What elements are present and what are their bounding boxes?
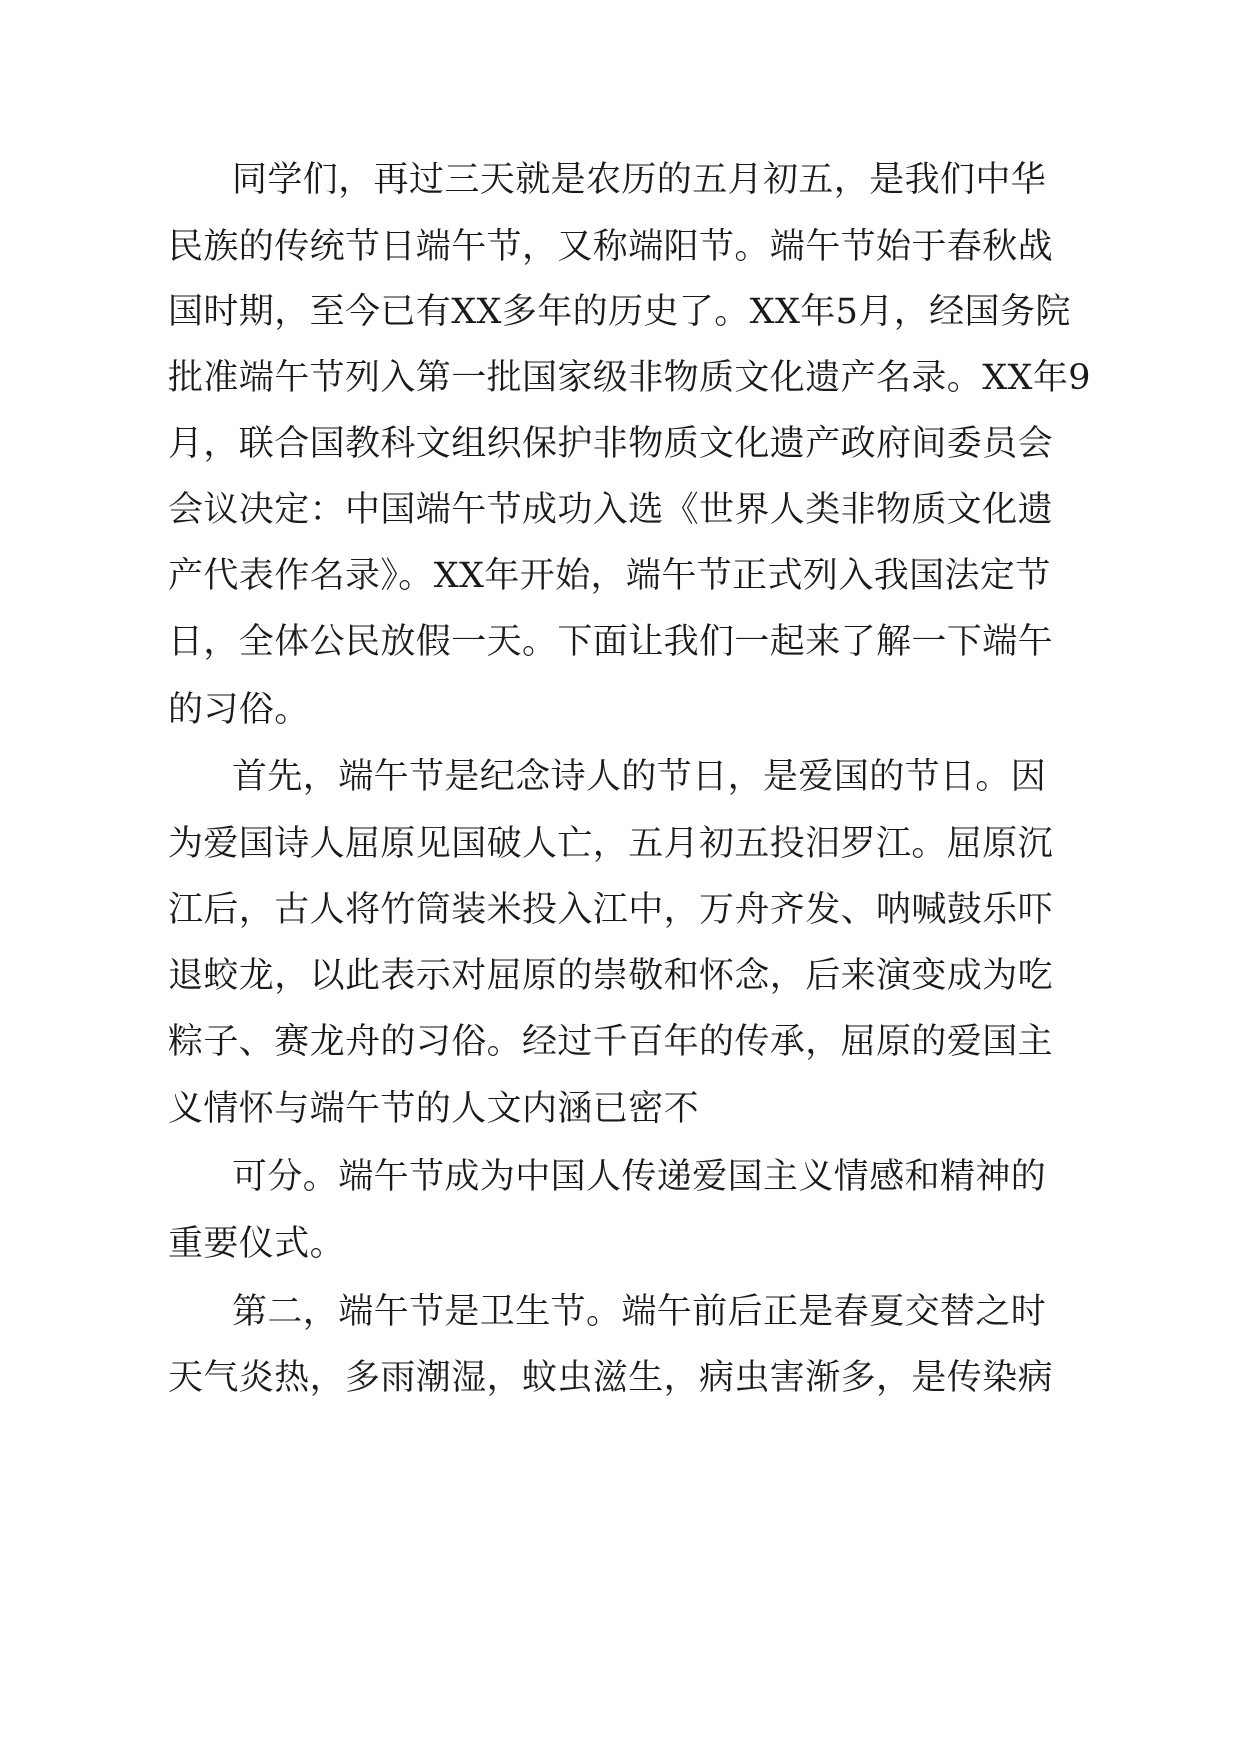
text-line: 天气炎热，多雨潮湿，蚊虫滋生，病虫害渐多，是传染病 xyxy=(168,1358,1054,1398)
text-line: 第二，端午节是卫生节。端午前后正是春夏交替之时 xyxy=(232,1292,1047,1332)
text-line: 同学们，再过三天就是农历的五月初五，是我们中华 xyxy=(232,160,1047,200)
text-line: 产代表作名录》。XX年开始，端午节正式列入我国法定节 xyxy=(168,556,1051,596)
text-line: 粽子、赛龙舟的习俗。经过千百年的传承，屈原的爱国主 xyxy=(168,1022,1054,1062)
text-line: 重要仪式。 xyxy=(168,1224,346,1264)
text-line: 批准端午节列入第一批国家级非物质文化遗产名录。XX年9 xyxy=(168,358,1091,398)
text-line: 首先，端午节是纪念诗人的节日，是爱国的节日。因 xyxy=(232,757,1047,797)
text-line: 可分。端午节成为中国人传递爱国主义情感和精神的 xyxy=(232,1157,1047,1197)
text-line: 民族的传统节日端午节，又称端阳节。端午节始于春秋战 xyxy=(168,227,1054,267)
text-line: 日，全体公民放假一天。下面让我们一起来了解一下端午 xyxy=(168,622,1054,662)
text-line: 义情怀与端午节的人文内涵已密不 xyxy=(168,1089,700,1129)
text-line: 月，联合国教科文组织保护非物质文化遗产政府间委员会 xyxy=(168,424,1054,464)
text-line: 国时期，至今已有XX多年的历史了。XX年5月，经国务院 xyxy=(168,292,1071,332)
text-line: 为爱国诗人屈原见国破人亡，五月初五投汨罗江。屈原沉 xyxy=(168,824,1054,864)
text-line: 退蛟龙，以此表示对屈原的崇敬和怀念，后来演变成为吃 xyxy=(168,956,1054,996)
text-line: 的习俗。 xyxy=(168,690,310,730)
text-line: 会议决定：中国端午节成功入选《世界人类非物质文化遗 xyxy=(168,490,1054,530)
text-line: 江后，古人将竹筒装米投入江中，万舟齐发、呐喊鼓乐吓 xyxy=(168,890,1054,930)
